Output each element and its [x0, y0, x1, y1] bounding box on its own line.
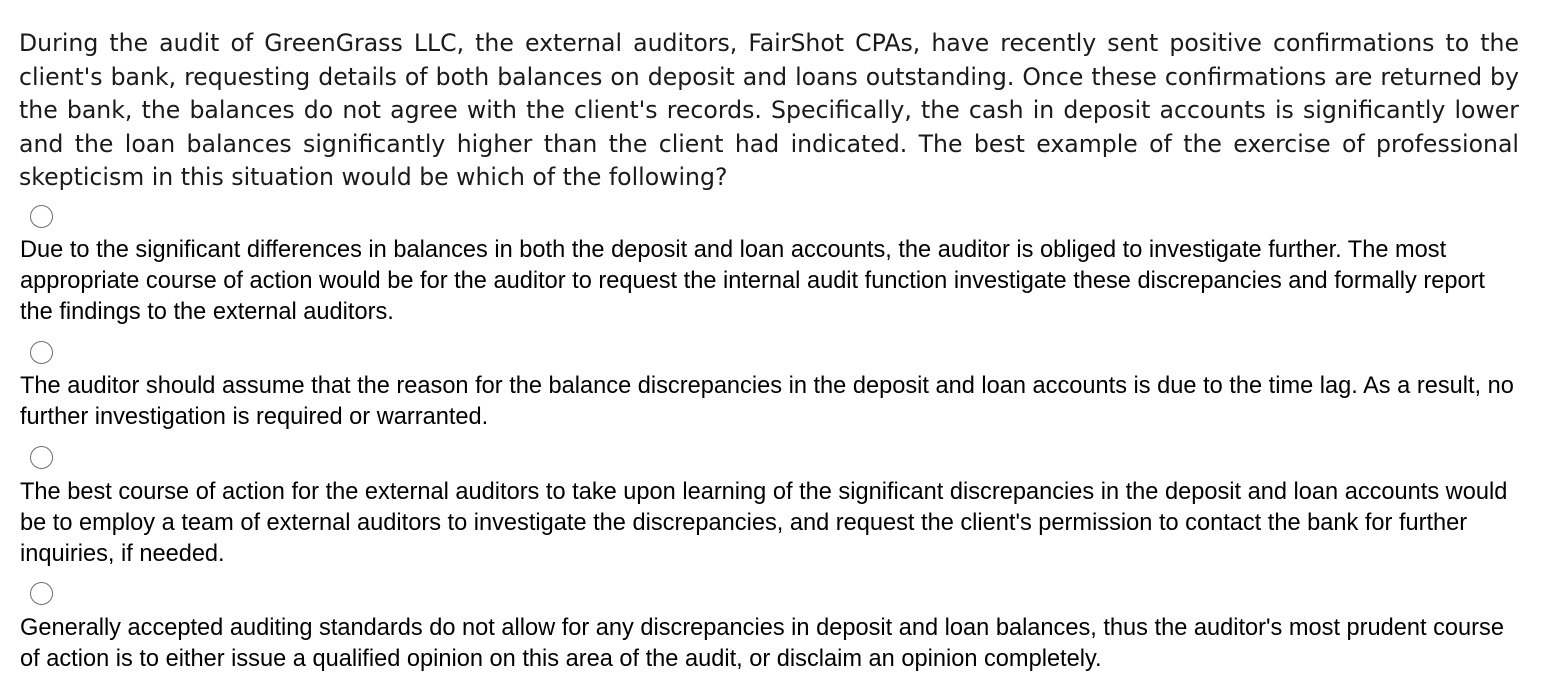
radio-button-option-3[interactable] [30, 446, 53, 469]
answer-option-3-text: The best course of action for the external auditors to take upon learning of the significant discrepancies in the deposit and loan accounts would be to employ a team of external auditors to investigate the discrepancies, and request the client's permission to contact the bank for further inquiries, if needed. [20, 479, 1508, 567]
radio-button-option-1[interactable] [30, 205, 53, 228]
radio-button-option-2[interactable] [30, 341, 53, 364]
answer-option-4-text: Generally accepted auditing standards do not allow for any discrepancies in deposit and loan balances, thus the auditor's most prudent course of action is to either issue a qualified opinion on this area of the audit, or disclaim an opinion completely. [20, 615, 1504, 672]
radio-button-option-4[interactable] [30, 582, 53, 605]
answer-option-1-text: Due to the significant differences in balances in both the deposit and loan accounts, the auditor is obliged to investigate further. The most appropriate course of action would be for the auditor to request the internal audit function investigate these discrepancies and formally report the findings to the external auditors. [20, 237, 1485, 325]
answer-option-2-text: The auditor should assume that the reason for the balance discrepancies in the deposit and loan accounts is due to the time lag. As a result, no further investigation is required or warranted. [20, 373, 1514, 430]
question-text: During the audit of GreenGrass LLC, the external auditors, FairShot CPAs, have recently sent positive confirmations to the client's bank, requesting details of both balances on deposit and loans outstanding. Once these confirmations are returned by the bank, the balances do not agree with the client's records. Specifically, the cash in deposit accounts is significantly lower and the loan balances significantly higher than the client had indicated. The best example of the exercise of professional skepticism in this situation would be which of the following? [19, 29, 1519, 191]
